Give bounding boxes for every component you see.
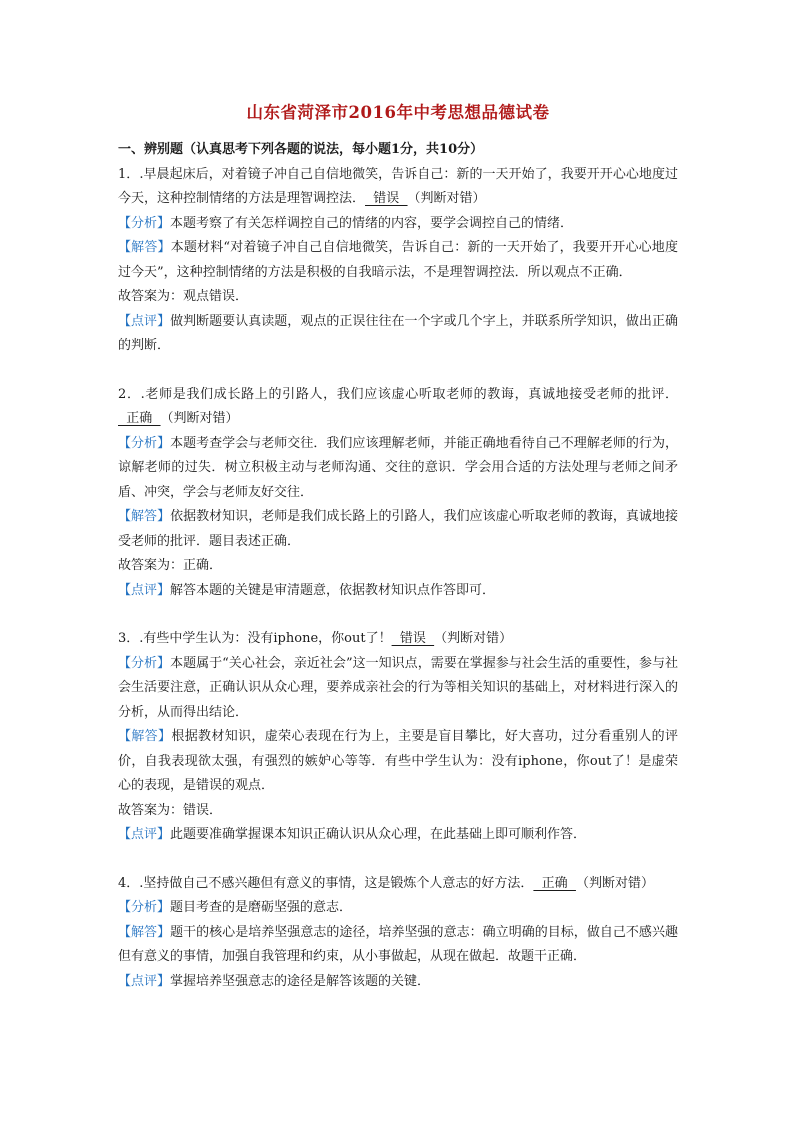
final-answer: 故答案为：错误．: [118, 802, 223, 818]
document-page: [118, 102, 678, 994]
answer-tag: 【解答】: [118, 509, 171, 524]
review-line: 【点评】此题要准确掌握课本知识正确认识从众心理，在此基础上即可顺利作答．: [118, 827, 587, 842]
analysis-tag: 【分析】: [118, 900, 171, 915]
review-line: 【点评】解答本题的关键是审清题意，依据教材知识点作答即可．: [118, 582, 496, 598]
answer-line: 【解答】本题材料“对着镜子冲自己自信地微笑，告诉自己：新的一天开始了，我要开开心心地度过今天”，这种控制情绪的方法是积极的自我暗示法，不是理智调控法．所以观点不正确．: [118, 240, 678, 280]
answer-blank: 错误: [391, 631, 435, 646]
answer-line: 【解答】题干的核心是培养坚强意志的途径，培养坚强的意志：确立明确的目标，做自己不感兴趣但有意义的事情，加强自我管理和约束，从小事做起，从现在做起．故题干正确．: [118, 924, 678, 964]
analysis-line: 【分析】本题考查学会与老师交往．我们应该理解老师，并能正确地看待自己不理解老师的行为，谅解老师的过失．树立积极主动与老师沟通、交往的意识．学会用合适的方法处理与老师之间矛盾、冲突，学会与老师友好交往．: [118, 435, 678, 500]
analysis-tag: 【分析】: [118, 655, 171, 671]
review-tag: 【点评】: [118, 313, 171, 329]
analysis-line: 【分析】本题考察了有关怎样调控自己的情绪的内容，要学会调控自己的情绪．: [118, 215, 574, 231]
final-answer: 故答案为：观点错误．: [118, 289, 249, 304]
question-block: [118, 383, 678, 604]
question-block: [118, 872, 678, 995]
question-text: 3．.有些中学生认为：没有iphone，你out了！ 错误 （判断对错）: [118, 631, 513, 646]
answer-line: 【解答】根据教材知识，虚荣心表现在行为上，主要是盲目攀比，好大喜功，过分看重别人的评价，自我表现欲太强，有强烈的嫉妒心等等．有些中学生认为：没有iphone，你out了！是虚荣心的表现，是错误的观点．: [118, 729, 678, 793]
analysis-line: 【分析】题目考查的是磨砺坚强的意志．: [118, 900, 353, 915]
answer-tag: 【解答】: [118, 240, 171, 255]
question-block: [118, 627, 678, 848]
review-line: 【点评】做判断题要认真读题，观点的正误往往在一个字或几个字上，并联系所学知识，做出正确的判断．: [118, 313, 678, 353]
review-tag: 【点评】: [118, 827, 171, 842]
answer-blank: 错误: [365, 191, 408, 206]
question-block: [118, 163, 678, 359]
answer-blank: 正确: [118, 411, 161, 426]
review-tag: 【点评】: [118, 582, 171, 598]
answer-blank: 正确: [533, 875, 576, 891]
answer-line: 【解答】依据教材知识，老师是我们成长路上的引路人，我们应该虚心听取老师的教诲，真诚地接受老师的批评．题目表述正确．: [118, 509, 678, 549]
analysis-tag: 【分析】: [118, 215, 171, 231]
final-answer: 故答案为：正确．: [118, 558, 223, 573]
answer-tag: 【解答】: [118, 924, 171, 940]
answer-tag: 【解答】: [118, 729, 172, 744]
question-text: 4．.坚持做自己不感兴趣但有意义的事情，这是锻炼个人意志的好方法． 正确 （判断对错）: [118, 875, 654, 891]
question-text: 2．.老师是我们成长路上的引路人，我们应该虚心听取老师的教诲，真诚地接受老师的批评． 正确 （判断对错）: [118, 386, 678, 426]
analysis-line: 【分析】本题属于“关心社会，亲近社会”这一知识点，需要在掌握参与社会生活的重要性，参与社会生活要注意，正确认识从众心理，要养成亲社会的行为等相关知识的基础上，对材料进行深入的分析，从而得出结论．: [118, 655, 678, 720]
section-heading: 一、辨别题（认真思考下列各题的说法，每小题1分，共10分）: [118, 142, 484, 157]
review-line: 【点评】掌握培养坚强意志的途径是解答该题的关键．: [118, 973, 431, 989]
analysis-tag: 【分析】: [118, 435, 171, 451]
document-title: 山东省菏泽市2016年中考思想品德试卷: [246, 103, 550, 122]
review-tag: 【点评】: [118, 973, 171, 989]
question-text: 1．.早晨起床后，对着镜子冲自己自信地微笑，告诉自己：新的一天开始了，我要开开心心地度过今天，这种控制情绪的方法是理智调控法． 错误 （判断对错）: [118, 166, 678, 206]
